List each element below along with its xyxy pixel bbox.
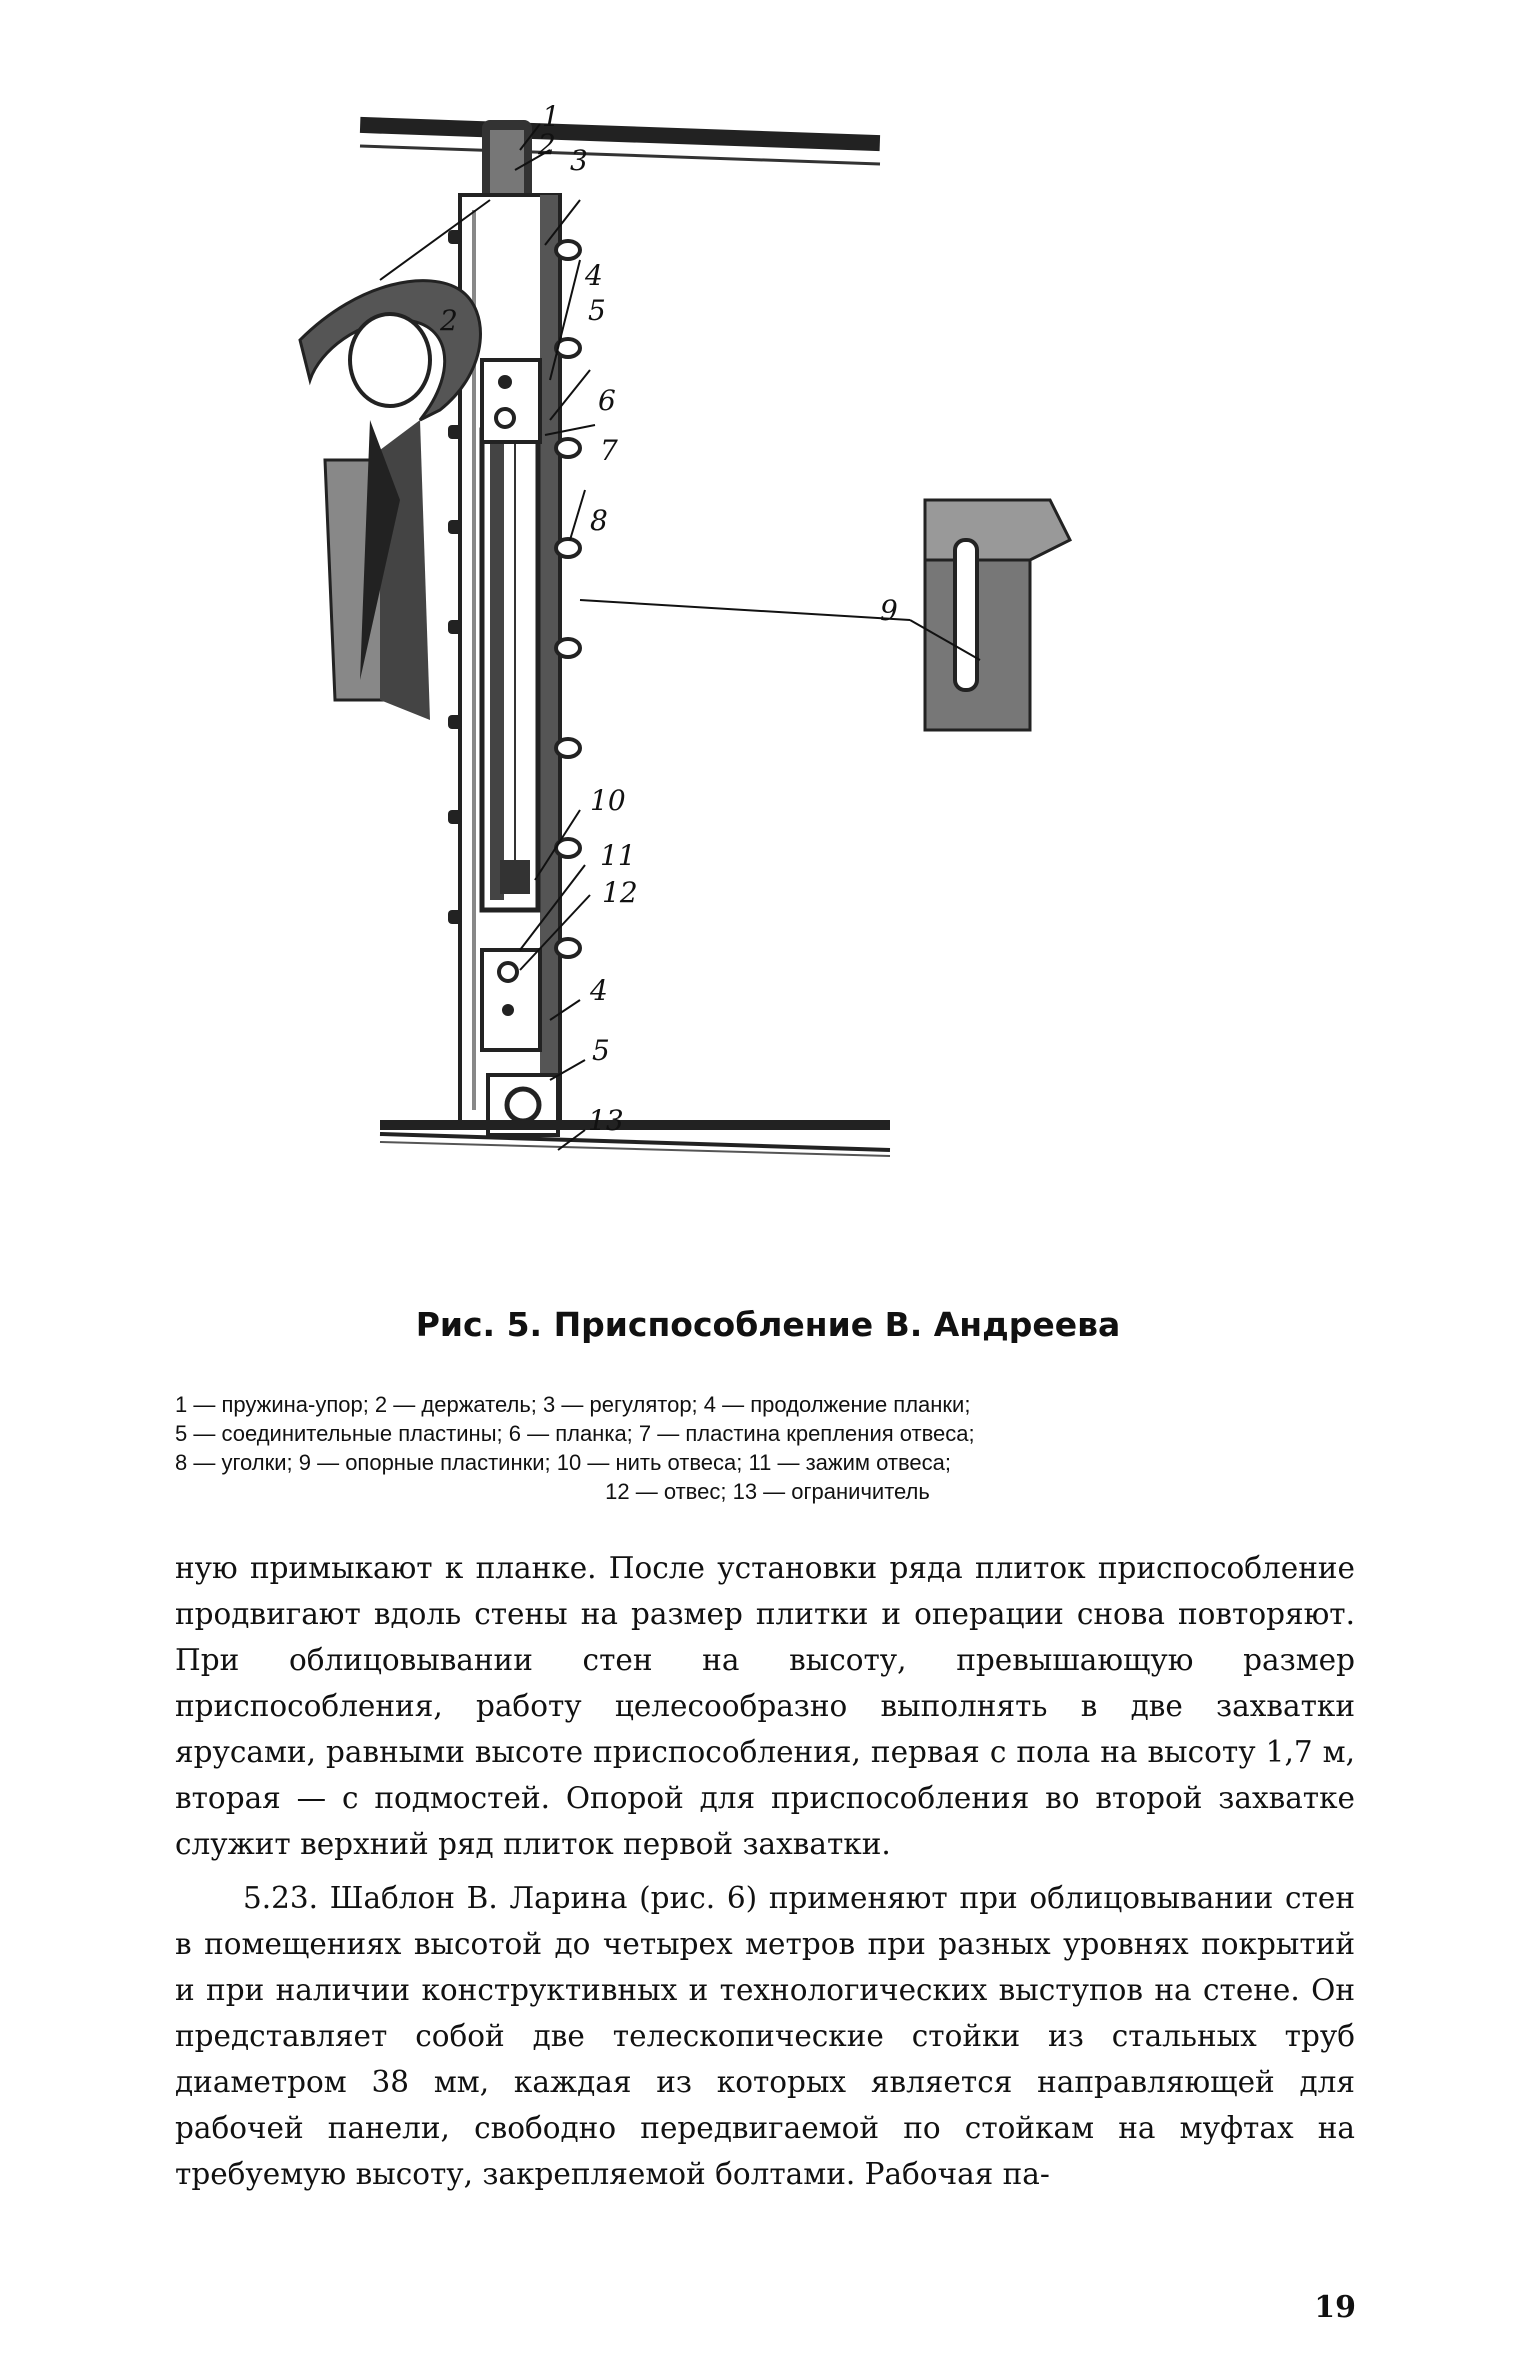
label-9: 9: [880, 594, 898, 627]
label-4: 4: [585, 259, 603, 292]
label-4-lower: 4: [590, 974, 608, 1007]
legend-line: 5 — соединительные пластины; 6 — планка; 7 — пластина крепления отвеса;: [175, 1421, 975, 1446]
label-5-lower: 5: [592, 1034, 610, 1067]
label-7: 7: [600, 434, 618, 467]
bottom-rail: [380, 1120, 890, 1156]
label-2: 2: [538, 128, 556, 161]
legend-line: 12 — отвес; 13 — ограничитель: [605, 1479, 930, 1504]
top-rail: [360, 117, 880, 164]
label-8: 8: [590, 504, 608, 537]
body-text: [175, 1545, 1355, 2197]
paragraph: 5.23. Шаблон В. Ларина (рис. 6) применяют при облицовывании стен в помещениях высотой до четырех метров при разных уровнях покрытий и при наличии конструктивных и технологических выступов на стене. Он представляет собой две телескопические стойки из стальных труб диаметром 38 мм, каждая из которых является направляющей для рабочей панели, свободно передвигаемой по стойкам на муфтах на требуемую высоту, закрепляемой болтами. Рабочая па-: [175, 1881, 1355, 2191]
label-6: 6: [598, 384, 616, 417]
page-number: 19: [1314, 2290, 1356, 2325]
spring-stop: [300, 281, 480, 720]
legend-line: 1 — пружина-упор; 2 — держатель; 3 — регулятор; 4 — продолжение планки;: [175, 1392, 971, 1417]
support-plate-detail: [925, 500, 1070, 730]
label-2-left: 2: [440, 304, 458, 337]
label-12: 12: [602, 876, 638, 909]
legend-line: 8 — уголки; 9 — опорные пластинки; 10 — нить отвеса; 11 — зажим отвеса;: [175, 1450, 951, 1475]
andreev-device-drawing: [420, 100, 1140, 1280]
label-5: 5: [588, 294, 606, 327]
label-13: 13: [588, 1104, 624, 1137]
figure-5-illustration: [420, 100, 1140, 1280]
connecting-plate-top: [482, 360, 540, 442]
label-3: 3: [570, 144, 588, 177]
paragraph: ную примыкают к планке. После установки ряда плиток приспособление продвигают вдоль стены на размер плитки и операции снова повторяют. При облицовывании стен на высоту, превышающую размер приспособления, работу целесообразно выполнять в две захватки ярусами, равными высоте приспособления, первая с пола на высоту 1,7 м, вторая — с подмостей. Опорой для приспособления во второй захватке служит верхний ряд плиток первой захватки.: [175, 1551, 1355, 1861]
connecting-plate-bottom: [482, 950, 540, 1050]
label-11: 11: [600, 839, 636, 872]
figure-legend: [175, 1390, 1360, 1506]
label-1: 1: [542, 100, 560, 133]
figure-caption-title: Рис. 5. Приспособление В. Андреева: [415, 1305, 1121, 1344]
label-10: 10: [590, 784, 626, 817]
